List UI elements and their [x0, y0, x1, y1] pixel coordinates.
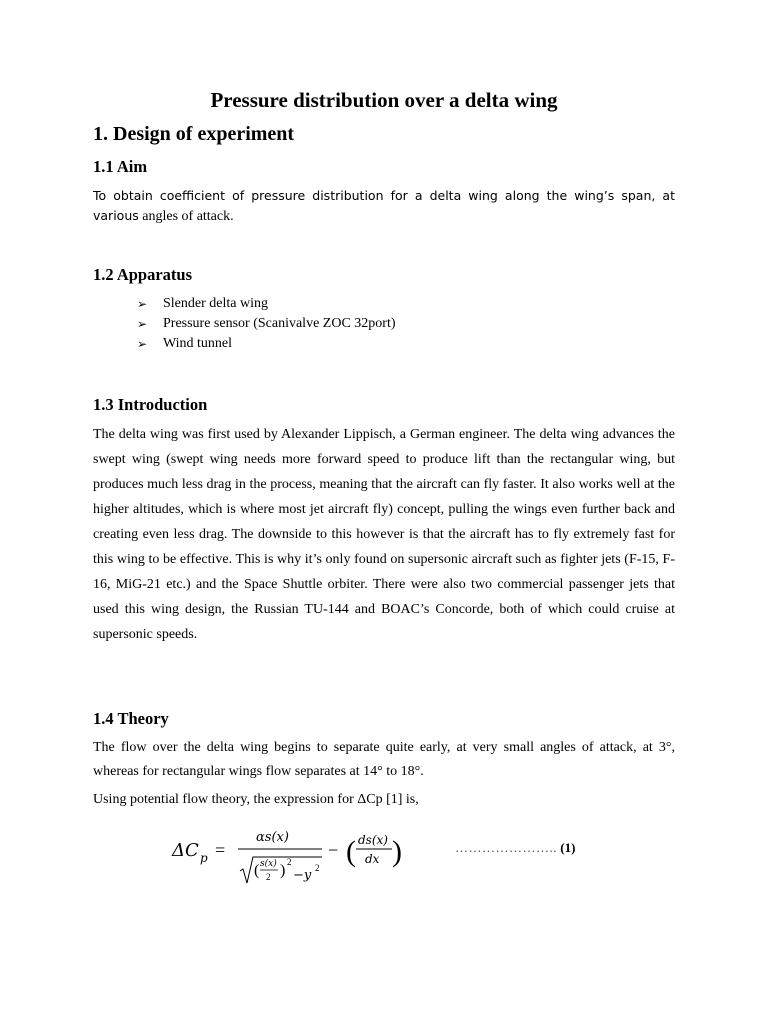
deriv-left-paren: ( — [346, 835, 356, 868]
delta-cp-equation — [170, 825, 430, 887]
aim-text-line2: angles of attack. — [142, 209, 234, 224]
equation-lhs: ΔC — [172, 840, 199, 861]
theory-paragraph: The flow over the delta wing begins to separate quite early, at very small angles of attack, at 3°, whereas for rectangular wings flow separates at 14° to 18°. — [93, 740, 675, 779]
arrow-bullet-icon: ➢ — [137, 317, 148, 331]
introduction-paragraph: The delta wing was first used by Alexander Lippisch, a German engineer. The delta wing advances the swept wing (swept wing needs more forward speed to produce lift than the rectangular wing, but produces much less drag in the process, meaning that the aircraft can fly faster. It also works well at the higher altitudes, which is where most jet aircraft fly) concept, pulling the wings even further back and creating even less drag. The downside to this however is that the aircraft has to fly extremely fast for this wing to be effective. This is why it’s only found on supersonic aircraft such as fighter jets (F-15, F-16, MiG-21 etc.) and the Space Shuttle orbiter. There were also two commercial passenger jets that used this wing design, the Russian TU-144 and BOAC’s Concorde, both of which could cruise at supersonic speeds. — [93, 427, 675, 642]
list-item: ➢ Slender delta wing — [137, 294, 396, 314]
equation-number — [455, 840, 575, 856]
heading-introduction: 1.3 Introduction — [93, 395, 208, 414]
arrow-bullet-icon: ➢ — [137, 297, 148, 311]
list-item: ➢ Wind tunnel — [137, 334, 396, 354]
aim-paragraph — [93, 186, 675, 226]
potential-flow-sentence: Using potential flow theory, the expression for ΔCp [1] is, — [93, 792, 419, 807]
heading-theory: 1.4 Theory — [93, 709, 169, 728]
document-title: Pressure distribution over a delta wing — [210, 88, 558, 112]
apparatus-list — [137, 294, 396, 354]
equation-leader-dots: ………………….. — [455, 840, 557, 855]
list-item: ➢ Pressure sensor (Scanivalve ZOC 32port) — [137, 314, 396, 334]
root-inner-denominator: 2 — [266, 872, 271, 882]
equation-number-label: (1) — [560, 840, 576, 855]
derivative-numerator: ds(x) — [358, 833, 388, 847]
minus-sign: − — [328, 840, 339, 860]
aim-text-line1: To obtain coefficient of pressure distribution for a delta wing along the wing’s span, at various — [93, 188, 675, 223]
y-exponent: 2 — [315, 863, 320, 873]
root-inner-numerator: s(x) — [260, 859, 277, 869]
arrow-bullet-icon: ➢ — [137, 337, 148, 351]
minus-y-term: −y — [293, 868, 312, 883]
deriv-right-paren: ) — [392, 835, 402, 868]
equals-sign: = — [215, 840, 226, 860]
inner-exponent: 2 — [287, 857, 292, 867]
left-paren: ( — [254, 862, 260, 879]
equation-lhs-subscript: p — [200, 851, 208, 865]
section-heading-design: 1. Design of experiment — [93, 123, 295, 145]
heading-apparatus: 1.2 Apparatus — [93, 265, 193, 284]
right-paren: ) — [280, 862, 286, 879]
derivative-denominator: dx — [365, 852, 380, 866]
heading-aim: 1.1 Aim — [93, 157, 148, 176]
equation-numerator: αs(x) — [256, 830, 289, 845]
